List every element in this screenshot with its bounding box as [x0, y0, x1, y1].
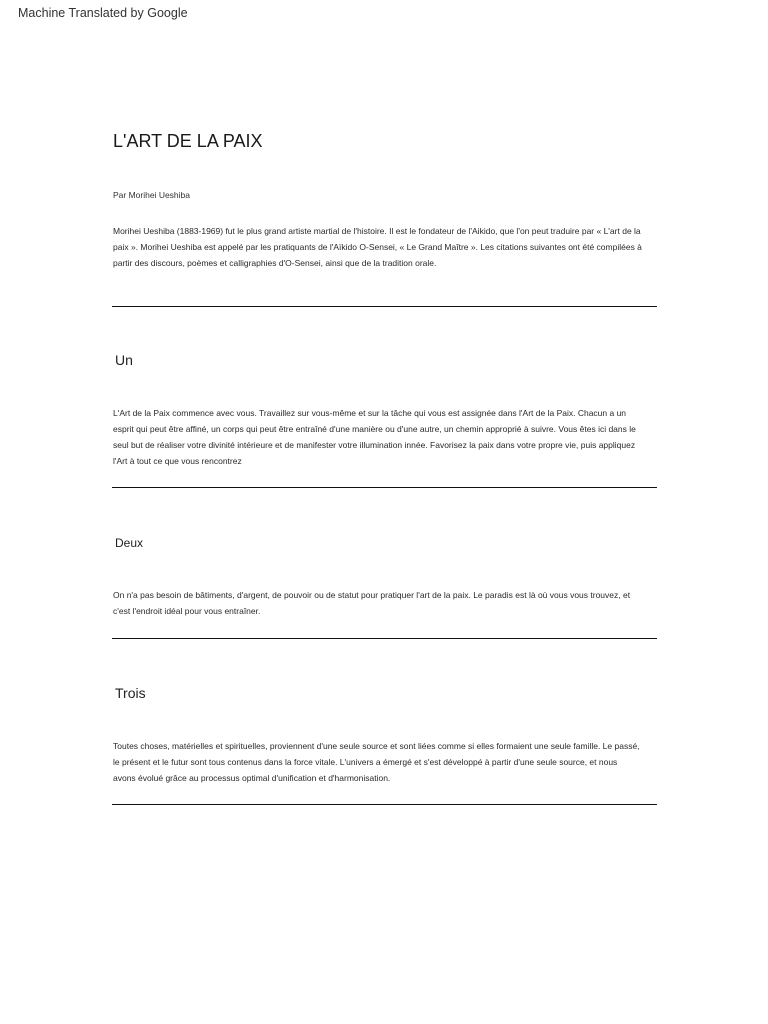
section-heading-trois: Trois	[115, 685, 146, 701]
document-title: L'ART DE LA PAIX	[113, 131, 263, 151]
section-divider	[112, 804, 657, 805]
section-text-deux: On n'a pas besoin de bâtiments, d'argent, de pouvoir ou de statut pour pratiquer l'art de la paix. Le paradis est là où vous vous trouvez, et c'est l'endroit idéal pour vous entraîner.	[113, 590, 631, 616]
section-divider	[112, 487, 657, 488]
section-text-trois: Toutes choses, matérielles et spirituelles, proviennent d'une seule source et sont liées comme si elles formaient une seule famille. Le passé, le présent et le futur sont tous contenus dans la force vitale. L'univers a émergé et s'est développé à partir d'une seule source, et nous avons évolué grâce au processus optimal d'unification et d'harmonisation.	[113, 741, 640, 783]
section-divider	[112, 306, 657, 307]
section-heading-deux: Deux	[115, 536, 144, 550]
document-author: Par Morihei Ueshiba	[113, 190, 191, 200]
machine-translation-banner: Machine Translated by Google	[18, 6, 188, 20]
section-divider	[112, 638, 657, 639]
section-heading-un: Un	[115, 352, 133, 368]
section-text-un: L'Art de la Paix commence avec vous. Travaillez sur vous-même et sur la tâche qui vous est assignée dans l'Art de la Paix. Chacun a un esprit qui peut être affiné, un corps qui peut être entraîné d'une manière ou d'une autre, un chemin approprié à suivre. Vous êtes ici dans le seul but de réaliser votre divinité intérieure et de manifester votre illumination innée. Favorisez la paix dans votre propre vie, puis appliquez l'Art à tout ce que vous rencontrez	[113, 408, 636, 466]
intro-paragraph: Morihei Ueshiba (1883-1969) fut le plus grand artiste martial de l'histoire. Il est le fondateur de l'Aikido, que l'on peut traduire par « L'art de la paix ». Morihei Ueshiba est appelé par les pratiquants de l'Aïkido O-Sensei, « Le Grand Maître ». Les citations suivantes ont été compilées à partir des discours, poèmes et calligraphies d'O-Sensei, ainsi que de la tradition orale.	[113, 226, 642, 268]
